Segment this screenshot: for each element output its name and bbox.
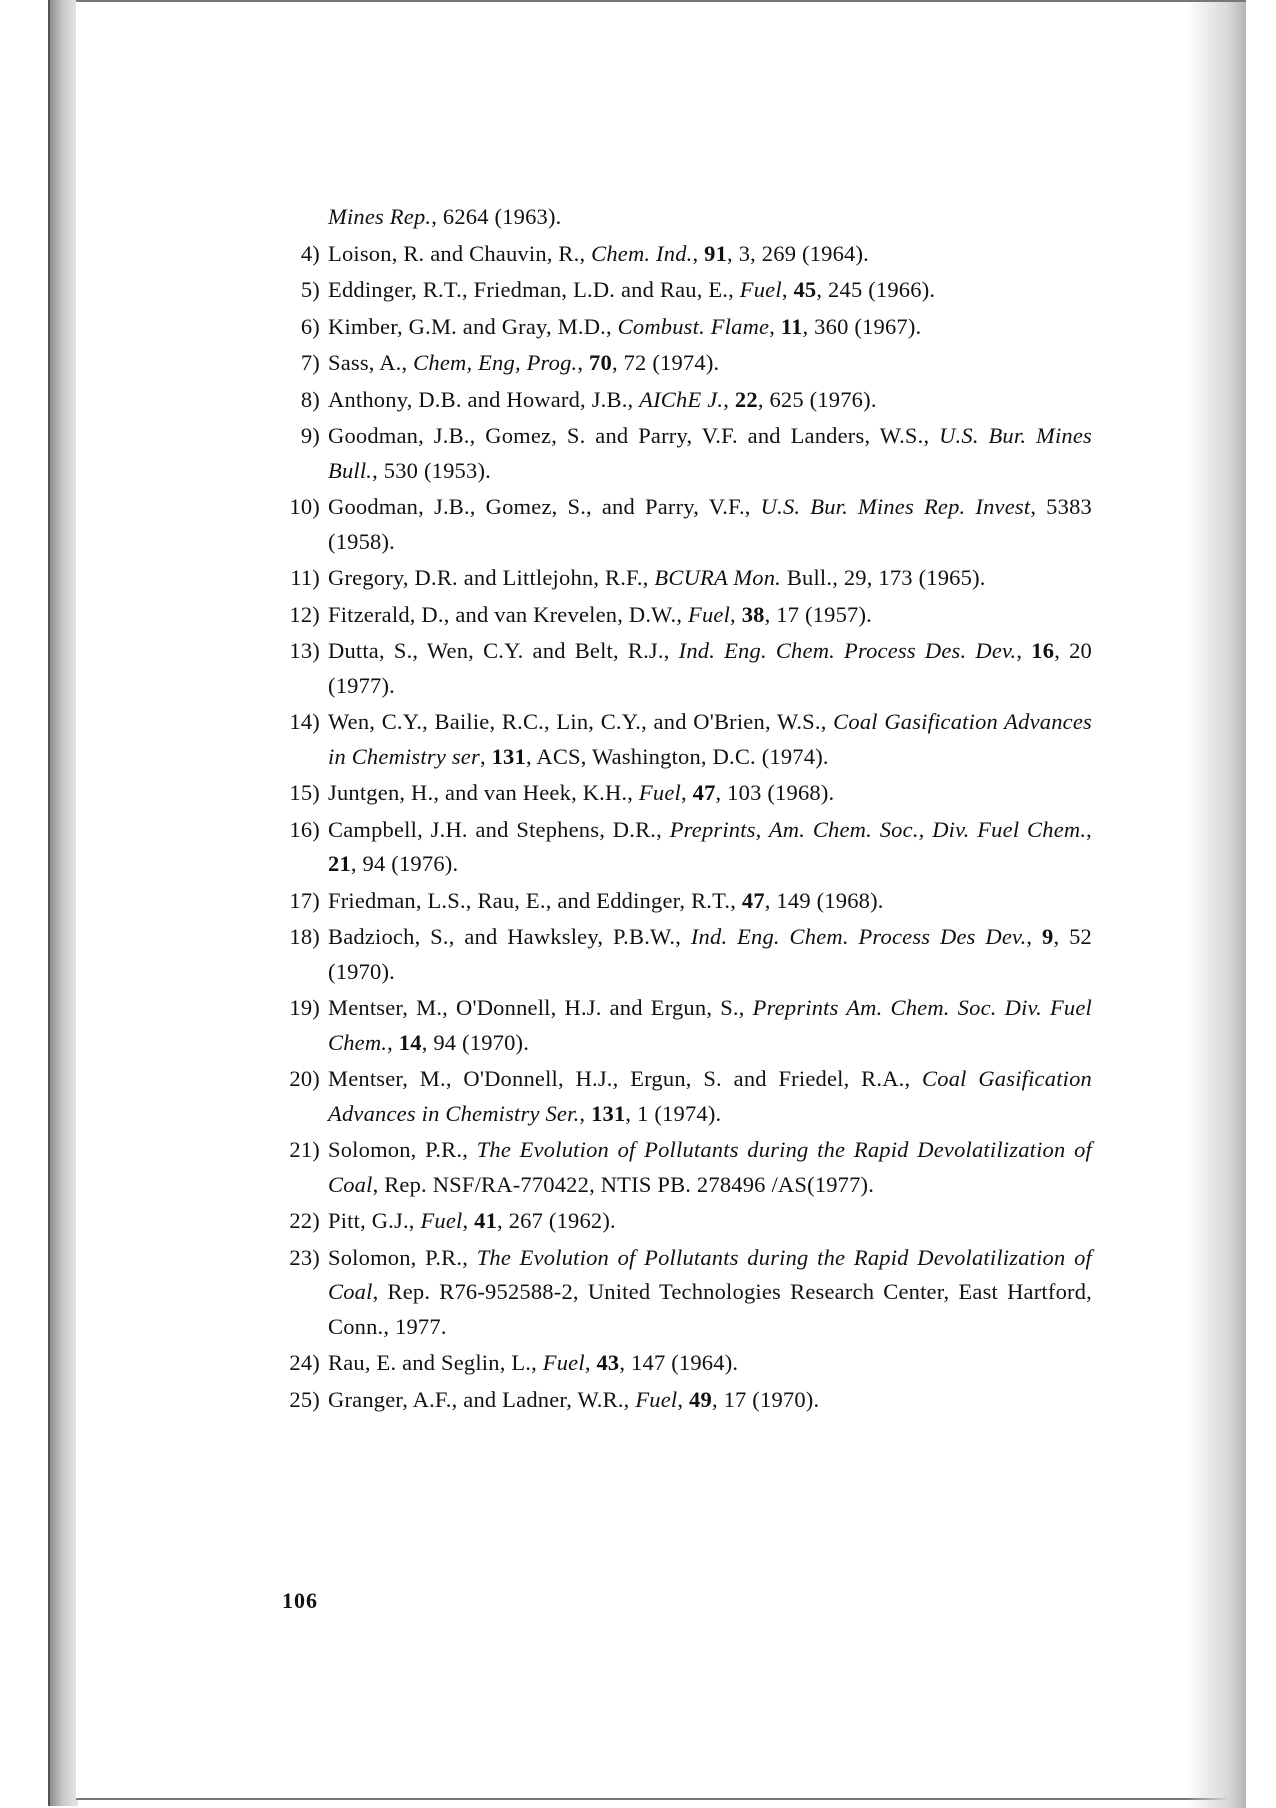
journal-title: Coal Gasification Advances in Chemistry Ser.: [328, 1066, 1092, 1126]
reference-text: Granger, A.F., and Ladner, W.R.,: [328, 1386, 636, 1412]
reference-text: Solomon, P.R.,: [328, 1137, 477, 1162]
reference-text: , Rep. R76-952588-2, United Technologies Research Center, East Hartford, Conn., 1977.: [328, 1279, 1092, 1339]
reference-entry: [272, 561, 1092, 596]
volume-number: 91: [704, 240, 728, 266]
reference-text: Badzioch, S., and Hawksley, P.B.W.,: [328, 924, 691, 949]
reference-text: Dutta, S., Wen, C.Y. and Belt, R.J.,: [328, 638, 679, 663]
reference-text: Pitt, G.J.,: [328, 1208, 421, 1233]
reference-number: 13): [289, 638, 320, 663]
reference-text: ,: [1086, 816, 1092, 842]
reference-text: ,: [579, 1100, 592, 1126]
reference-number: 17): [289, 887, 320, 913]
volume-number: 16: [1031, 638, 1055, 663]
reference-text: ,: [769, 313, 781, 339]
page-edge-shadow: [1186, 2, 1246, 1808]
volume-number: 45: [793, 277, 817, 302]
reference-text: , 52 (1970).: [328, 924, 1093, 984]
reference-text: Goodman, J.B., Gomez, S., and Parry, V.F.,: [328, 494, 761, 519]
reference-text: , 267 (1962).: [497, 1208, 616, 1233]
reference-text: , 360 (1967).: [802, 313, 922, 339]
volume-number: 11: [780, 313, 803, 339]
reference-number: 20): [289, 1066, 320, 1091]
reference-text: , 5383 (1958).: [328, 494, 1092, 554]
reference-text: ,: [479, 743, 492, 769]
reference-text: , 1 (1974).: [625, 1100, 722, 1126]
reference-text: , 245 (1966).: [816, 277, 936, 302]
reference-text: , 3, 269 (1964).: [727, 240, 869, 266]
volume-number: 43: [596, 1350, 620, 1375]
journal-title: BCURA Mon.: [654, 565, 781, 590]
reference-text: Sass, A.,: [328, 350, 414, 375]
reference-text: ,: [1026, 924, 1043, 949]
journal-title: Fuel: [542, 1350, 585, 1375]
reference-text: , 149 (1968).: [764, 887, 884, 913]
reference-text: ,: [680, 780, 693, 805]
reference-text: Rau, E. and Seglin, L.,: [328, 1350, 543, 1375]
journal-title: Chem, Eng, Prog.: [413, 350, 578, 375]
reference-number: 22): [289, 1208, 320, 1233]
reference-text: , Rep. NSF/RA-770422, NTIS PB. 278496 /AS(1977).: [372, 1171, 875, 1197]
journal-title: Ind. Eng. Chem. Process Des Dev.: [690, 924, 1027, 949]
reference-text: Mentser, M., O'Donnell, H.J. and Ergun, S.,: [328, 995, 753, 1020]
reference-text: Campbell, J.H. and Stephens, D.R.,: [328, 816, 670, 842]
reference-entry: [272, 634, 1092, 703]
journal-title: Fuel: [635, 1386, 678, 1412]
reference-number: 23): [289, 1244, 320, 1270]
reference-text: ,: [723, 386, 735, 412]
reference-number: 7): [300, 350, 320, 375]
reference-entry: [272, 884, 1092, 919]
reference-entry: [272, 1383, 1092, 1418]
reference-text: , 6264 (1963).: [431, 204, 562, 229]
journal-title: Preprints Am. Chem. Soc. Div. Fuel Chem.: [328, 995, 1092, 1055]
reference-text: ,: [584, 1350, 597, 1375]
reference-text: , 147 (1964).: [619, 1350, 739, 1375]
reference-entry: [272, 1346, 1092, 1381]
reference-text: Friedman, L.S., Rau, E., and Eddinger, R.T.,: [328, 887, 742, 913]
reference-entry: [272, 776, 1092, 811]
reference-text: ,: [692, 240, 705, 266]
reference-text: ,: [577, 350, 590, 375]
reference-text: , 17 (1957).: [764, 601, 872, 627]
reference-text: Fitzerald, D., and van Krevelen, D.W.,: [328, 601, 688, 627]
volume-number: 47: [741, 887, 765, 913]
reference-entry: [272, 598, 1092, 633]
reference-number: 6): [300, 313, 320, 339]
reference-text: , 94 (1970).: [421, 1029, 530, 1055]
volume-number: 70: [589, 350, 612, 375]
reference-text: Eddinger, R.T., Friedman, L.D. and Rau, E.,: [328, 277, 740, 302]
reference-text: , ACS, Washington, D.C. (1974).: [525, 743, 829, 769]
journal-title: Coal Gasification Advances in Chemistry ser: [328, 709, 1092, 769]
journal-title: Ind. Eng. Chem. Process Des. Dev.: [678, 638, 1017, 663]
volume-number: 47: [692, 780, 716, 805]
reference-entry: [272, 920, 1092, 989]
reference-entry: [272, 200, 1092, 235]
reference-number: 10): [289, 494, 320, 519]
reference-number: 5): [300, 277, 320, 302]
reference-entry: [272, 991, 1092, 1060]
reference-entry: [272, 419, 1092, 488]
reference-entry: [272, 383, 1092, 418]
reference-list: [272, 200, 1092, 1419]
reference-text: , 530 (1953).: [372, 457, 491, 483]
reference-text: Bull., 29, 173 (1965).: [781, 565, 986, 590]
journal-title: The Evolution of Pollutants during the Rapid Devolatilization of Coal: [328, 1244, 1092, 1304]
volume-number: 41: [474, 1208, 498, 1233]
reference-text: , 20 (1977).: [328, 638, 1092, 698]
reference-entry: [272, 1133, 1092, 1202]
reference-number: 16): [289, 816, 320, 842]
reference-text: Kimber, G.M. and Gray, M.D.,: [328, 313, 618, 339]
reference-text: Loison, R. and Chauvin, R.,: [328, 240, 592, 266]
journal-title: U.S. Bur. Mines Rep. Invest: [760, 494, 1031, 519]
reference-number: 21): [289, 1137, 320, 1162]
reference-entry: [272, 705, 1092, 774]
reference-text: , 94 (1976).: [350, 851, 459, 876]
journal-title: Combust. Flame: [617, 313, 770, 339]
journal-title: The Evolution of Pollutants during the Rapid Devolatilization of Coal: [328, 1137, 1092, 1197]
reference-entry: [272, 237, 1092, 272]
reference-number: 11): [290, 565, 320, 590]
journal-title: Fuel: [638, 780, 681, 805]
journal-title: Mines Rep.: [328, 204, 432, 229]
volume-number: 9: [1042, 924, 1054, 949]
reference-text: Anthony, D.B. and Howard, J.B.,: [328, 386, 640, 412]
reference-number: 12): [289, 601, 320, 627]
reference-number: 19): [289, 995, 320, 1020]
reference-text: Gregory, D.R. and Littlejohn, R.F.,: [328, 565, 655, 590]
reference-entry: [272, 310, 1092, 345]
reference-number: 18): [289, 924, 320, 949]
reference-text: , 625 (1976).: [757, 386, 877, 412]
reference-number: 4): [300, 240, 320, 266]
reference-text: ,: [730, 601, 742, 627]
reference-text: ,: [781, 277, 794, 302]
reference-text: Wen, C.Y., Bailie, R.C., Lin, C.Y., and O'Brien, W.S.,: [328, 709, 834, 734]
reference-text: ,: [1016, 638, 1032, 663]
reference-entry: [272, 273, 1092, 308]
reference-number: 14): [289, 709, 320, 734]
journal-title: U.S. Bur. Mines Bull.: [328, 423, 1092, 483]
journal-title: Preprints, Am. Chem. Soc., Div. Fuel Chem.: [669, 816, 1087, 842]
journal-title: Fuel: [420, 1208, 463, 1233]
reference-text: ,: [677, 1386, 690, 1412]
reference-text: , 72 (1974).: [611, 350, 720, 375]
reference-number: 8): [300, 386, 320, 412]
reference-number: 15): [289, 780, 320, 805]
reference-text: Mentser, M., O'Donnell, H.J., Ergun, S. and Friedel, R.A.,: [328, 1066, 923, 1091]
volume-number: 131: [491, 743, 526, 769]
volume-number: 49: [689, 1386, 712, 1412]
page-number: 106: [282, 1588, 318, 1613]
journal-title: Fuel: [739, 277, 782, 302]
reference-text: , 103 (1968).: [715, 780, 835, 805]
journal-title: AIChE J.: [639, 386, 724, 412]
reference-number: 25): [289, 1386, 320, 1412]
reference-entry: [272, 1204, 1092, 1239]
reference-entry: [272, 1241, 1092, 1345]
book-spine: [48, 0, 78, 1806]
volume-number: 38: [741, 601, 765, 627]
volume-number: 21: [328, 851, 351, 876]
reference-text: Juntgen, H., and van Heek, K.H.,: [328, 780, 639, 805]
volume-number: 131: [591, 1100, 626, 1126]
reference-text: Goodman, J.B., Gomez, S. and Parry, V.F. and Landers, W.S.,: [328, 423, 940, 448]
reference-entry: [272, 490, 1092, 559]
reference-text: Solomon, P.R.,: [328, 1244, 477, 1270]
journal-title: Chem. Ind.: [591, 240, 693, 266]
reference-entry: [272, 813, 1092, 882]
reference-number: 9): [300, 423, 320, 448]
reference-text: , 17 (1970).: [711, 1386, 820, 1412]
reference-number: 24): [289, 1350, 320, 1375]
reference-entry: [272, 1062, 1092, 1131]
journal-title: Fuel: [688, 601, 731, 627]
reference-entry: [272, 346, 1092, 381]
volume-number: 14: [398, 1029, 422, 1055]
volume-number: 22: [734, 386, 758, 412]
reference-text: ,: [462, 1208, 475, 1233]
reference-text: ,: [387, 1029, 399, 1055]
